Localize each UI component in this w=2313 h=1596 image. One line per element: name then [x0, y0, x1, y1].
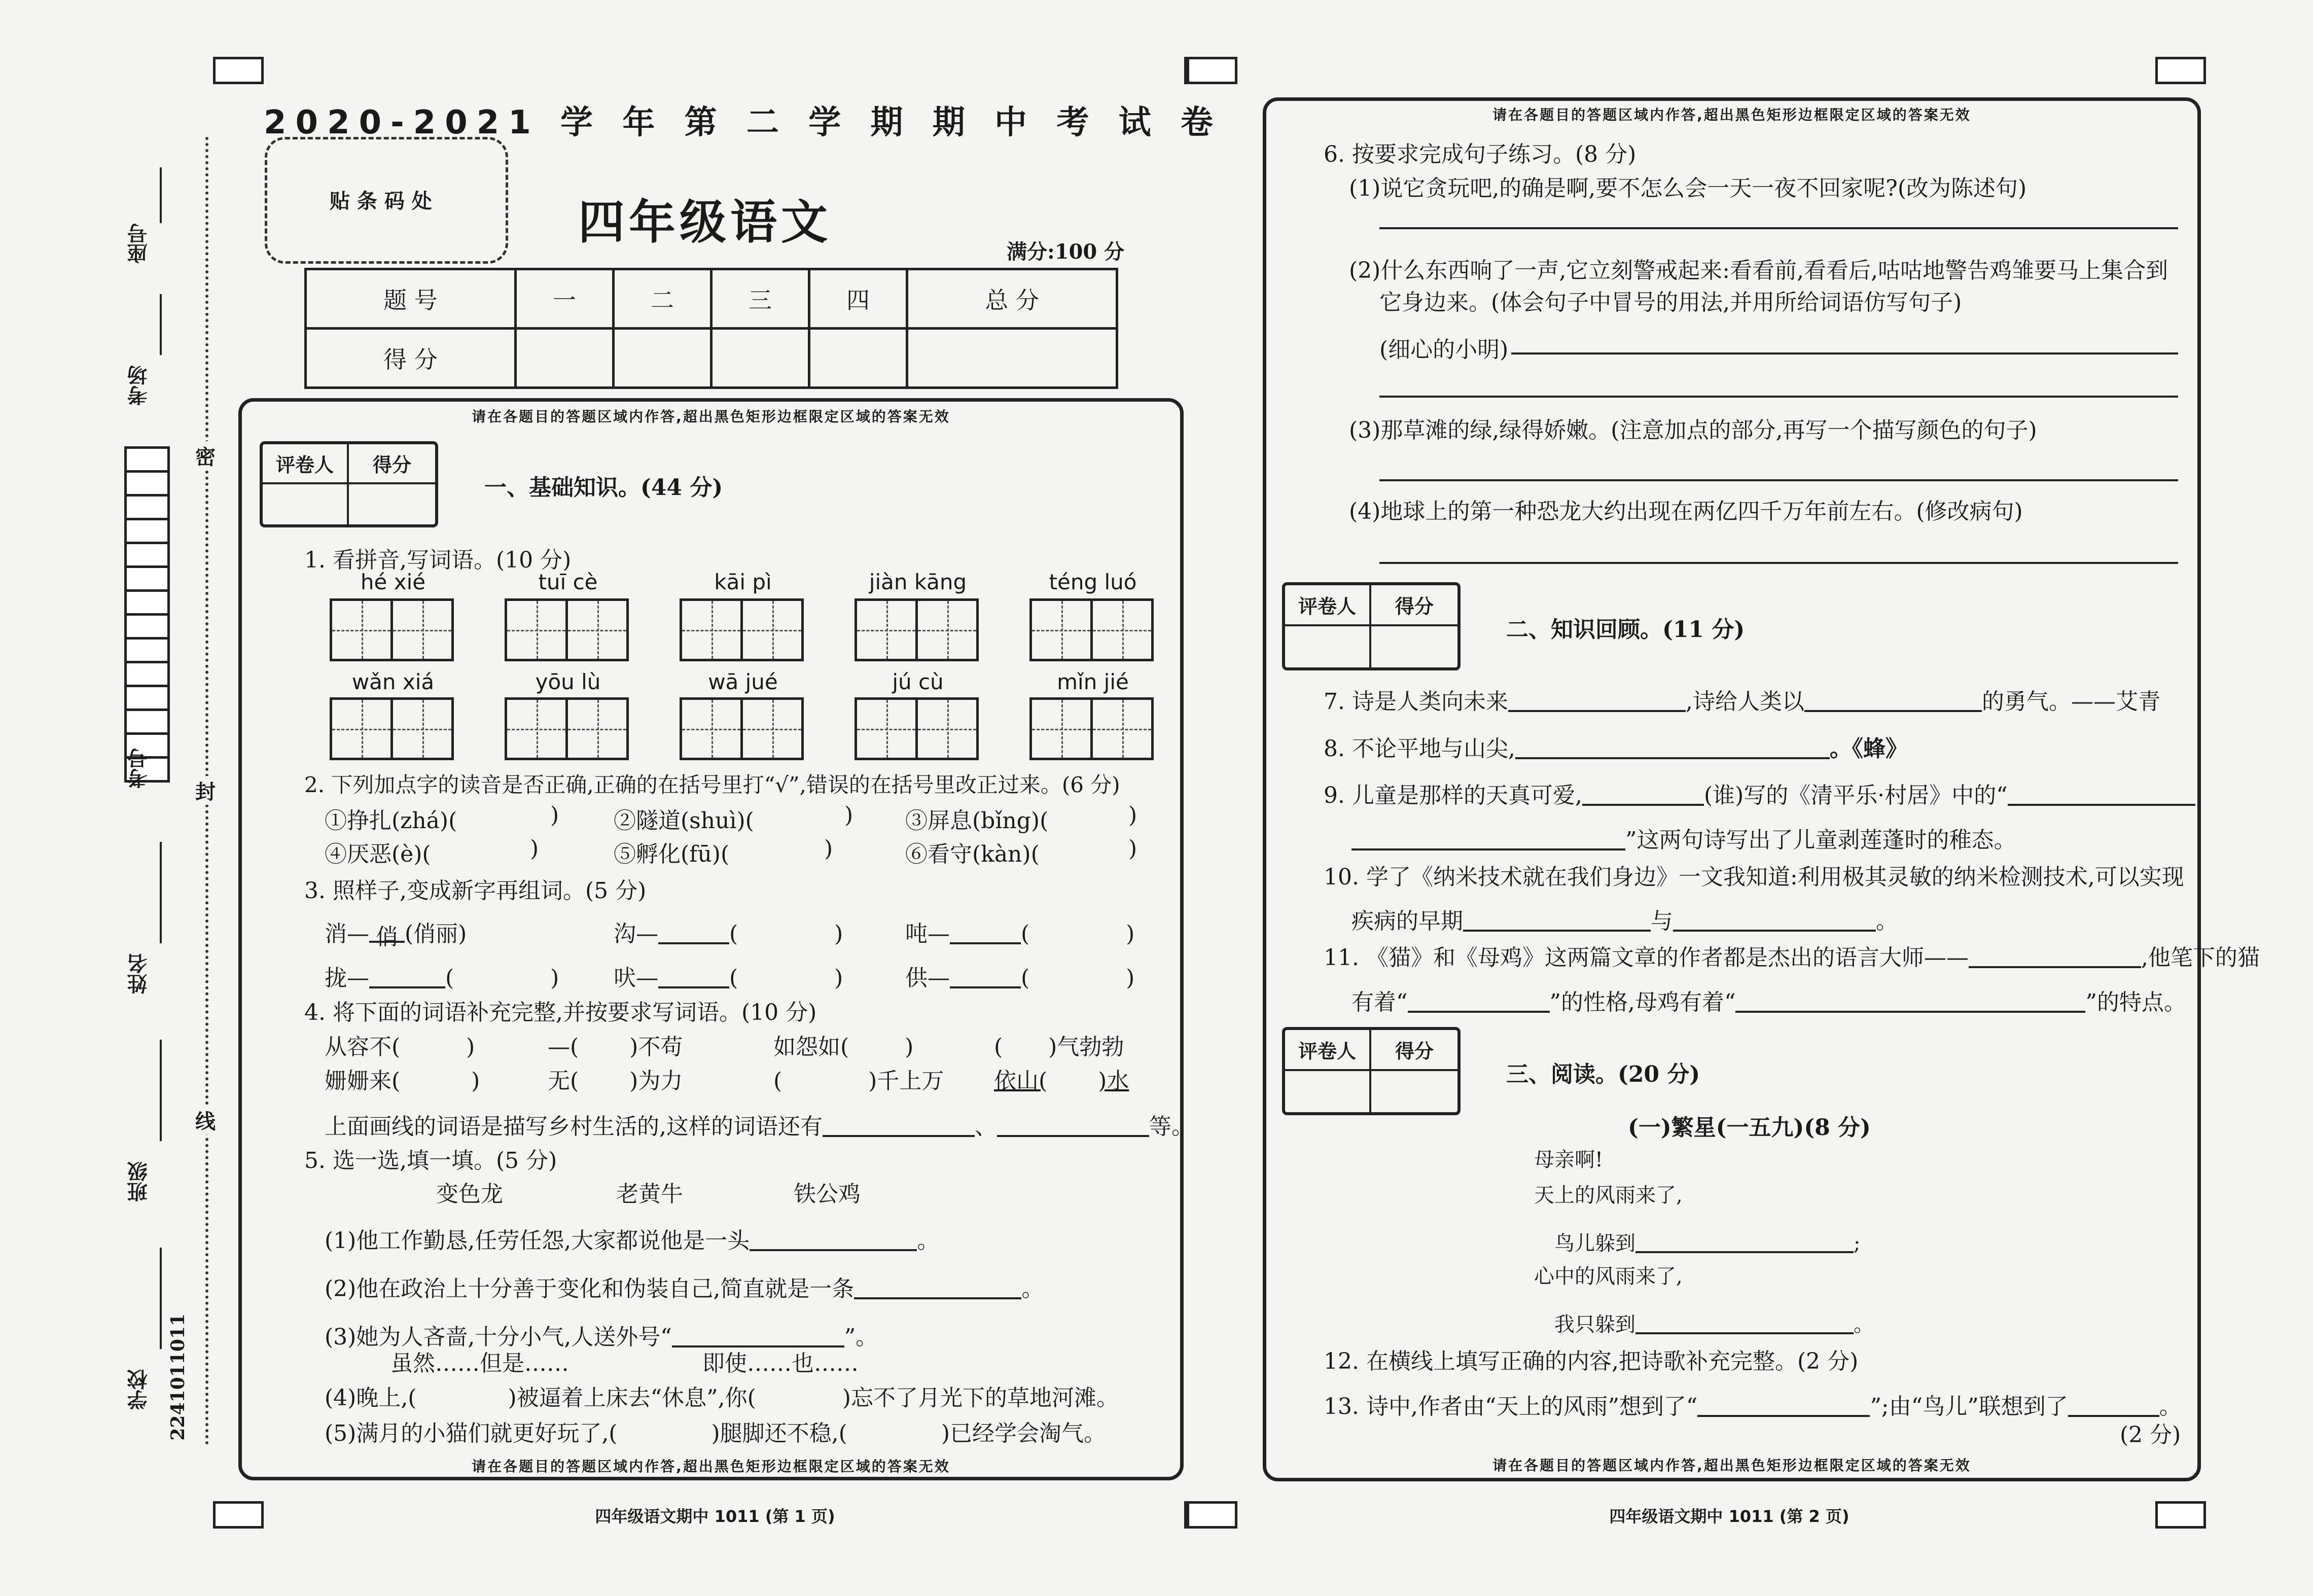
q6-s1: (1)说它贪玩吧,的确是啊,要不怎么会一天一夜不回家呢?(改为陈述句) — [1349, 175, 2027, 201]
q6-s2a: (2)什么东西响了一声,它立刻警戒起来:看看前,看看后,咕咕地警告鸡雏要马上集合到 — [1349, 258, 2168, 283]
q5-conj: 即使……也…… — [702, 1351, 859, 1376]
poem-line: 心中的风雨来了, — [1534, 1265, 1683, 1288]
seat-blank[interactable] — [160, 167, 162, 223]
answer-notice-top: 请在各题目的答题区域内作答,超出黑色矩形边框限定区域的答案无效 — [472, 408, 950, 425]
page-footer: 四年级语文期中 1011 (第 2 页) — [1609, 1507, 1849, 1526]
score-header-cell: 总 分 — [907, 269, 1117, 329]
writing-grid[interactable] — [330, 697, 456, 760]
score-cell[interactable] — [907, 329, 1117, 388]
score-header-cell: 二 — [613, 269, 711, 329]
q6-s2b: 它身边来。(体会句子中冒号的用法,并用所给词语仿写句子) — [1379, 290, 1962, 315]
grader-score-field[interactable] — [1371, 626, 1457, 667]
section-1-heading: 一、基础知识。(44 分) — [484, 475, 723, 501]
answer-line[interactable] — [1379, 479, 2178, 481]
q2-close: ) — [1128, 836, 1137, 862]
grader-score-field[interactable] — [349, 484, 435, 524]
q4-word[interactable]: —( )不苟 — [548, 1034, 683, 1060]
q1-stem: 1. 看拼音,写词语。(10 分) — [304, 547, 572, 573]
answer-line[interactable] — [1511, 352, 2178, 354]
q4-word-underlined[interactable]: 依山( )水 — [994, 1068, 1129, 1094]
answer-line[interactable] — [1379, 562, 2178, 564]
pinyin: kāi pì — [714, 570, 772, 594]
q3-item-a: 消— 俏 (俏丽) — [325, 915, 467, 948]
q11-line-2[interactable]: 有着“ ”的性格,母鸡有着“ ”的特点。 — [1351, 989, 2186, 1015]
score-cell[interactable] — [515, 329, 613, 388]
reviewer-field[interactable] — [1285, 626, 1371, 667]
q5-sentence-1[interactable]: (1)他工作勤恳,任劳任怨,大家都说他是一头 。 — [325, 1228, 940, 1254]
pinyin: jiàn kāng — [869, 570, 967, 594]
poem-line-blank[interactable]: 鸟儿躲到 ; — [1554, 1232, 1861, 1255]
score-header-cell: 一 — [515, 269, 613, 329]
exam-page-2 — [1156, 0, 2313, 1596]
poem-line: 天上的风雨来了, — [1534, 1184, 1683, 1207]
answer-notice-bottom: 请在各题目的答题区域内作答,超出黑色矩形边框限定区域的答案无效 — [1492, 1457, 1971, 1474]
pinyin: tuī cè — [538, 570, 598, 594]
pinyin: yōu lù — [535, 669, 601, 694]
q12: 12. 在横线上填写正确的内容,把诗歌补充完整。(2 分) — [1324, 1349, 1859, 1374]
grader-box — [260, 441, 438, 527]
q4-word[interactable]: ( )千上万 — [773, 1068, 944, 1094]
answer-notice-bottom: 请在各题目的答题区域内作答,超出黑色矩形边框限定区域的答案无效 — [472, 1458, 950, 1475]
q2-item: ⑥看守(kàn)( — [905, 841, 1040, 867]
q2-item: ④厌恶(è)( — [325, 841, 431, 867]
score-header-cell: 四 — [809, 269, 907, 329]
answer-notice-top: 请在各题目的答题区域内作答,超出黑色矩形边框限定区域的答案无效 — [1492, 107, 1971, 123]
page-footer: 四年级语文期中 1011 (第 1 页) — [595, 1507, 835, 1526]
q6-s2c: (细心的小明) — [1379, 337, 1509, 363]
q10-line-2[interactable]: 疾病的早期 与 。 — [1351, 908, 1898, 934]
subject-title: 四年级语文 — [578, 195, 832, 250]
registration-mark — [1187, 1501, 1237, 1529]
q5-option: 变色龙 — [436, 1181, 503, 1207]
q11-line-1[interactable]: 11. 《猫》和《母鸡》这两篇文章的作者都是杰出的语言大师—— ,他笔下的猫 — [1324, 945, 2260, 971]
q5-sentence-5[interactable]: (5)满月的小猫们就更好玩了,( )腿脚还不稳,( )已经学会淘气。 — [325, 1421, 1106, 1446]
q5-stem: 5. 选一选,填一填。(5 分) — [304, 1148, 557, 1174]
name-blank[interactable] — [160, 842, 162, 943]
writing-grid[interactable] — [1029, 697, 1156, 760]
answer-line[interactable] — [1379, 227, 2178, 229]
section-2-heading: 二、知识回顾。(11 分) — [1506, 617, 1745, 643]
q3-item-e[interactable]: 吠— ( ) — [614, 965, 843, 991]
grader-score-label: 得分 — [1371, 1030, 1457, 1071]
q3-item-b[interactable]: 沟— ( ) — [614, 921, 843, 947]
q4-word[interactable]: ( )气勃勃 — [994, 1034, 1124, 1060]
exam-code: 2241011011 — [167, 1314, 189, 1441]
pinyin: wā jué — [708, 669, 778, 694]
registration-mark — [213, 57, 264, 84]
pinyin: jú cù — [892, 669, 944, 694]
reviewer-field[interactable] — [263, 484, 349, 524]
q5-sentence-3[interactable]: (3)她为人吝啬,十分小气,人送外号“ ”。 — [325, 1324, 878, 1350]
writing-grid[interactable] — [1029, 598, 1156, 661]
score-row-label: 得 分 — [306, 329, 516, 388]
section-3-heading: 三、阅读。(20 分) — [1506, 1061, 1700, 1087]
q5-sentence-4[interactable]: (4)晚上,( )被逼着上床去“休息”,你( )忘不了月光下的草地河滩。 — [325, 1385, 1119, 1411]
score-cell[interactable] — [711, 329, 809, 388]
class-label: 班级 — [127, 1161, 151, 1202]
q3-item-c[interactable]: 吨— ( ) — [905, 921, 1135, 947]
score-header-cell: 题 号 — [306, 269, 516, 329]
q4-word[interactable]: 无( )为力 — [548, 1068, 683, 1094]
seal-char-mi: 密 — [195, 441, 216, 470]
q5-sentence-2[interactable]: (2)他在政治上十分善于变化和伪装自己,简直就是一条 。 — [325, 1276, 1044, 1302]
room-label: 考场 — [127, 365, 151, 406]
name-label: 姓名 — [127, 953, 151, 994]
pinyin: téng luó — [1049, 570, 1137, 594]
seat-label: 座号 — [127, 223, 151, 264]
registration-mark — [213, 1501, 264, 1529]
q3-item-f[interactable]: 供— ( ) — [905, 965, 1135, 991]
score-cell[interactable] — [809, 329, 907, 388]
grader-score-label: 得分 — [349, 444, 435, 484]
school-label: 学校 — [127, 1369, 151, 1410]
writing-grid[interactable] — [505, 598, 631, 661]
q2-close: ) — [550, 802, 559, 828]
q2-item: ⑤孵化(fū)( — [614, 841, 730, 867]
score-table — [304, 268, 1118, 389]
exam-number-boxes[interactable] — [124, 446, 170, 780]
q3-stem: 3. 照样子,变成新字再组词。(5 分) — [304, 878, 647, 904]
q9-line-2[interactable]: ”这两句诗写出了儿童剥莲蓬时的稚态。 — [1351, 822, 2016, 854]
q5-conj: 虽然……但是…… — [390, 1351, 569, 1376]
q4-word[interactable]: 如怨如( ) — [773, 1034, 914, 1060]
q13-score: (2 分) — [2120, 1422, 2181, 1448]
q4-extend-line[interactable]: 上面画线的词语是描写乡村生活的,这样的词语还有 、 等。 — [325, 1114, 1194, 1140]
pinyin: hé xié — [360, 570, 426, 594]
exam-number-label: 考号 — [127, 748, 151, 789]
writing-grid[interactable] — [505, 697, 631, 760]
pinyin: mǐn jié — [1057, 669, 1129, 694]
q8[interactable]: 8. 不论平地与山尖, 。《蜂》 — [1324, 736, 1908, 762]
school-blank[interactable] — [160, 1248, 162, 1349]
q4-word[interactable]: 从容不( ) — [325, 1034, 475, 1060]
registration-mark — [2155, 57, 2206, 84]
q2-close: ) — [530, 836, 539, 862]
room-blank[interactable] — [160, 294, 162, 355]
q4-word[interactable]: 姗姗来( ) — [325, 1068, 480, 1094]
q10-line-1: 10. 学了《纳米技术就在我们身边》一文我知道:利用极其灵敏的纳米检测技术,可以实现 — [1324, 864, 2184, 890]
q6-stem: 6. 按要求完成句子练习。(8 分) — [1324, 141, 1636, 167]
q2-close: ) — [844, 802, 853, 828]
reviewer-field[interactable] — [1285, 1071, 1371, 1112]
class-blank[interactable] — [160, 1040, 162, 1141]
seal-char-xian: 线 — [195, 1106, 216, 1134]
answer-line[interactable] — [1379, 396, 2178, 398]
full-score: 满分:100 分 — [1007, 240, 1125, 264]
poem-line: 母亲啊! — [1534, 1148, 1604, 1172]
registration-mark — [2155, 1501, 2206, 1529]
q6-s3: (3)那草滩的绿,绿得娇嫩。(注意加点的部分,再写一个描写颜色的句子) — [1349, 417, 2037, 443]
q13[interactable]: 13. 诗中,作者由“天上的风雨”想到了“ ”;由“鸟儿”联想到了 。 — [1324, 1394, 2182, 1420]
q2-close: ) — [824, 836, 833, 862]
pinyin: wǎn xiá — [351, 669, 435, 694]
q6-s4: (4)地球上的第一种恐龙大约出现在两亿四千万年前左右。(修改病句) — [1349, 499, 2023, 524]
reviewer-label: 评卷人 — [263, 444, 349, 484]
q2-item: ②隧道(shuì)( — [614, 808, 754, 834]
score-cell[interactable] — [613, 329, 711, 388]
grader-score-field[interactable] — [1371, 1071, 1457, 1112]
writing-grid[interactable] — [855, 697, 981, 760]
q5-option: 老黄牛 — [616, 1181, 683, 1207]
q7[interactable]: 7. 诗是人类向未来 ,诗给人类以 的勇气。——艾青 — [1324, 689, 2160, 715]
reading-title: (一)繁星(一五九)(8 分) — [1628, 1115, 1871, 1141]
writing-grid[interactable] — [330, 598, 456, 661]
q2-stem: 2. 下列加点字的读音是否正确,正确的在括号里打“√”,错误的在括号里改正过来。(6 分) — [304, 772, 1120, 797]
writing-grid[interactable] — [680, 598, 806, 661]
score-header-cell: 三 — [711, 269, 809, 329]
barcode-label: 贴 条 码 处 — [330, 189, 432, 213]
q5-option: 铁公鸡 — [794, 1181, 861, 1207]
writing-grid[interactable] — [680, 697, 806, 760]
q2-close: ) — [1128, 802, 1137, 828]
q4-stem: 4. 将下面的词语补充完整,并按要求写词语。(10 分) — [304, 1000, 817, 1025]
writing-grid[interactable] — [855, 598, 981, 661]
grader-box — [1282, 1027, 1461, 1115]
q9-line-1[interactable]: 9. 儿童是那样的天真可爱, (谁)写的《清平乐·村居》中的“ — [1324, 777, 2195, 809]
poem-line-blank[interactable]: 我只躲到 。 — [1554, 1313, 1874, 1336]
q2-item: ③屏息(bǐng)( — [905, 808, 1049, 834]
seal-char-feng: 封 — [195, 776, 216, 805]
q2-item: ①挣扎(zhá)( — [325, 808, 457, 834]
registration-mark — [1187, 57, 1237, 84]
exam-title: 2020-2021 学 年 第 二 学 期 期 中 考 试 卷 — [264, 104, 1222, 141]
reviewer-label: 评卷人 — [1285, 585, 1371, 626]
reviewer-label: 评卷人 — [1285, 1030, 1371, 1071]
grader-box — [1282, 582, 1461, 670]
q3-item-d[interactable]: 拢— ( ) — [325, 965, 559, 991]
grader-score-label: 得分 — [1371, 585, 1457, 626]
